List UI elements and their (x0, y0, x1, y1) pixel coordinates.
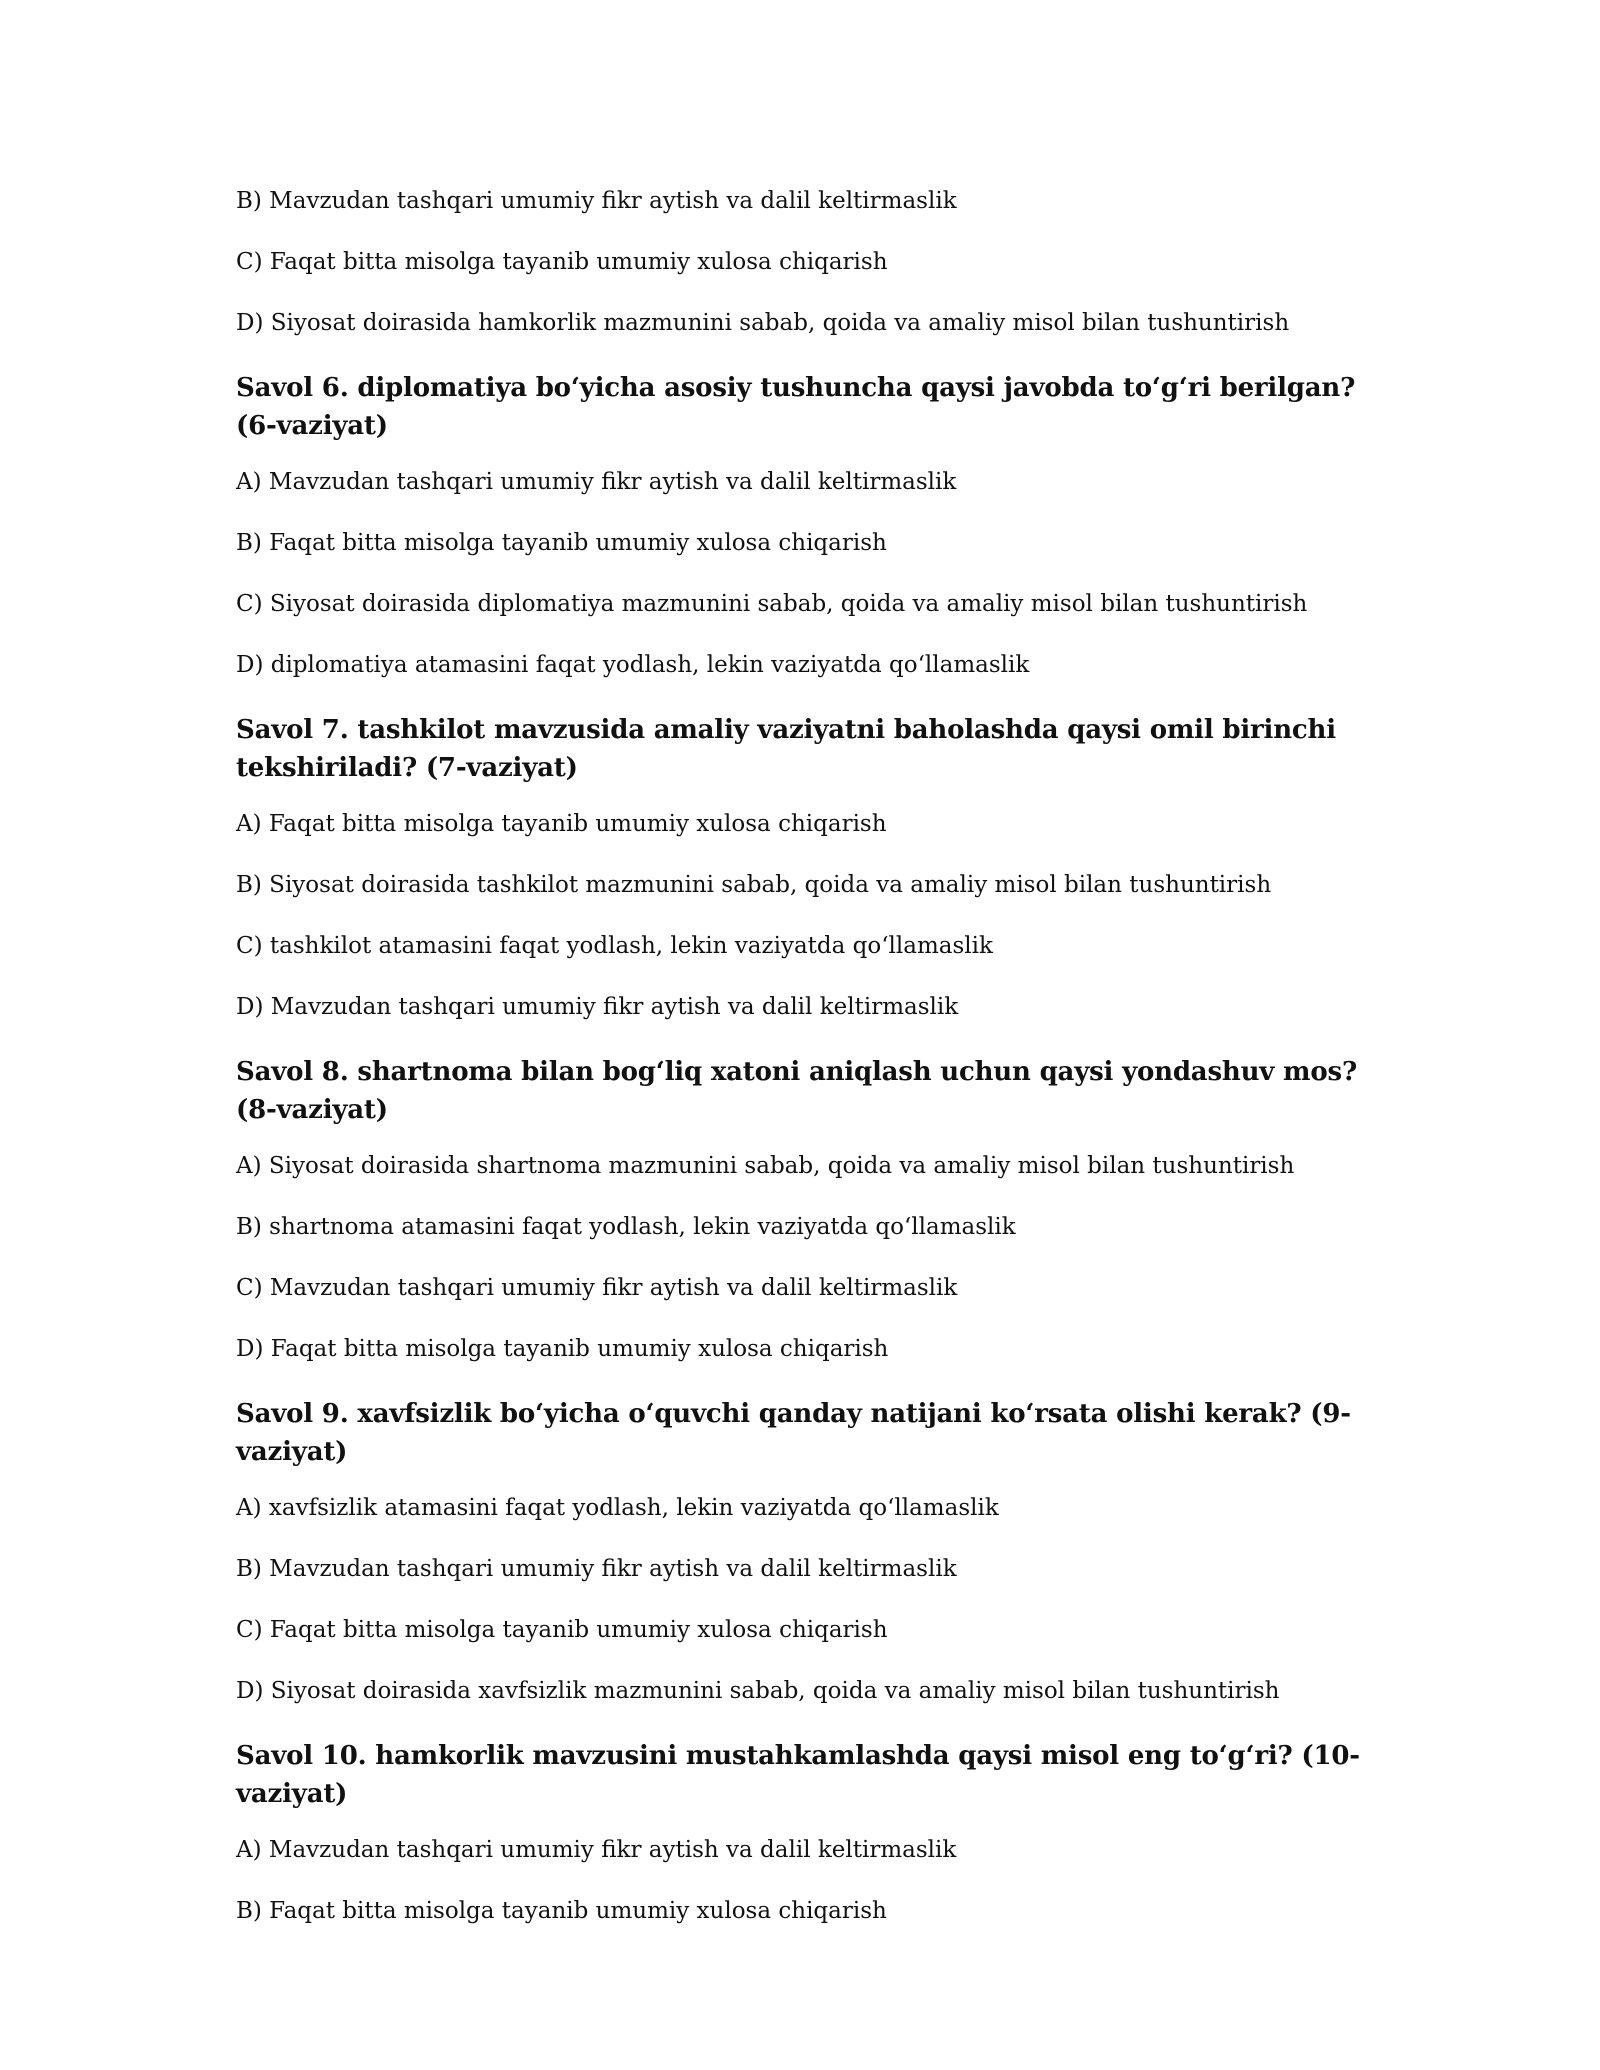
option-text: D) Siyosat doirasida hamkorlik mazmunini sabab, qoida va amaliy misol bilan tushuntirish (236, 310, 1290, 336)
question-title: Savol 8. shartnoma bilan bog‘liq xatoni aniqlash uchun qaysi yondashuv mos? (8-vaziyat) (236, 1057, 1357, 1125)
leading-options (236, 186, 1366, 338)
option-text: A) Mavzudan tashqari umumiy fikr aytish va dalil keltirmaslik (236, 469, 957, 495)
question-title: Savol 9. xavfsizlik bo‘yicha o‘quvchi qanday natijani ko‘rsata olishi kerak? (9-vaziyat) (236, 1399, 1351, 1467)
option-text: C) tashkilot atamasini faqat yodlash, lekin vaziyatda qo‘llamaslik (236, 933, 993, 959)
question-8 (236, 1053, 1366, 1364)
option-text: A) Mavzudan tashqari umumiy fikr aytish va dalil keltirmaslik (236, 1837, 957, 1863)
question-6 (236, 369, 1366, 680)
option-text: C) Siyosat doirasida diplomatiya mazmunini sabab, qoida va amaliy misol bilan tushuntirish (236, 591, 1308, 617)
option-text: D) Siyosat doirasida xavfsizlik mazmunini sabab, qoida va amaliy misol bilan tushuntirish (236, 1678, 1280, 1704)
document-content (236, 186, 1366, 1957)
question-title: Savol 6. diplomatiya bo‘yicha asosiy tushuncha qaysi javobda to‘g‘ri berilgan? (6-vaziyat) (236, 373, 1356, 441)
option-text: C) Faqat bitta misolga tayanib umumiy xulosa chiqarish (236, 1617, 888, 1643)
question-9 (236, 1395, 1366, 1706)
option-text: C) Mavzudan tashqari umumiy fikr aytish va dalil keltirmaslik (236, 1275, 958, 1301)
option-text: C) Faqat bitta misolga tayanib umumiy xulosa chiqarish (236, 249, 888, 275)
question-title: Savol 10. hamkorlik mavzusini mustahkamlashda qaysi misol eng to‘g‘ri? (10-vaziyat) (236, 1741, 1360, 1809)
option-text: A) Faqat bitta misolga tayanib umumiy xulosa chiqarish (236, 811, 887, 837)
question-title: Savol 7. tashkilot mavzusida amaliy vaziyatni baholashda qaysi omil birinchi tekshiriladi? (7-vaziyat) (236, 715, 1336, 783)
option-text: B) Mavzudan tashqari umumiy fikr aytish va dalil keltirmaslik (236, 1556, 957, 1582)
option-text: B) Faqat bitta misolga tayanib umumiy xulosa chiqarish (236, 1898, 887, 1924)
option-text: A) xavfsizlik atamasini faqat yodlash, lekin vaziyatda qo‘llamaslik (236, 1495, 999, 1521)
option-text: D) diplomatiya atamasini faqat yodlash, lekin vaziyatda qo‘llamaslik (236, 652, 1030, 678)
option-text: B) Mavzudan tashqari umumiy fikr aytish va dalil keltirmaslik (236, 188, 957, 214)
option-text: D) Mavzudan tashqari umumiy fikr aytish va dalil keltirmaslik (236, 994, 959, 1020)
question-7 (236, 711, 1366, 1022)
option-text: B) shartnoma atamasini faqat yodlash, lekin vaziyatda qo‘llamaslik (236, 1214, 1016, 1240)
option-text: B) Siyosat doirasida tashkilot mazmunini sabab, qoida va amaliy misol bilan tushuntirish (236, 872, 1272, 898)
option-text: D) Faqat bitta misolga tayanib umumiy xulosa chiqarish (236, 1336, 889, 1362)
option-text: B) Faqat bitta misolga tayanib umumiy xulosa chiqarish (236, 530, 887, 556)
question-10 (236, 1737, 1366, 1926)
option-text: A) Siyosat doirasida shartnoma mazmunini sabab, qoida va amaliy misol bilan tushuntirish (236, 1153, 1295, 1179)
